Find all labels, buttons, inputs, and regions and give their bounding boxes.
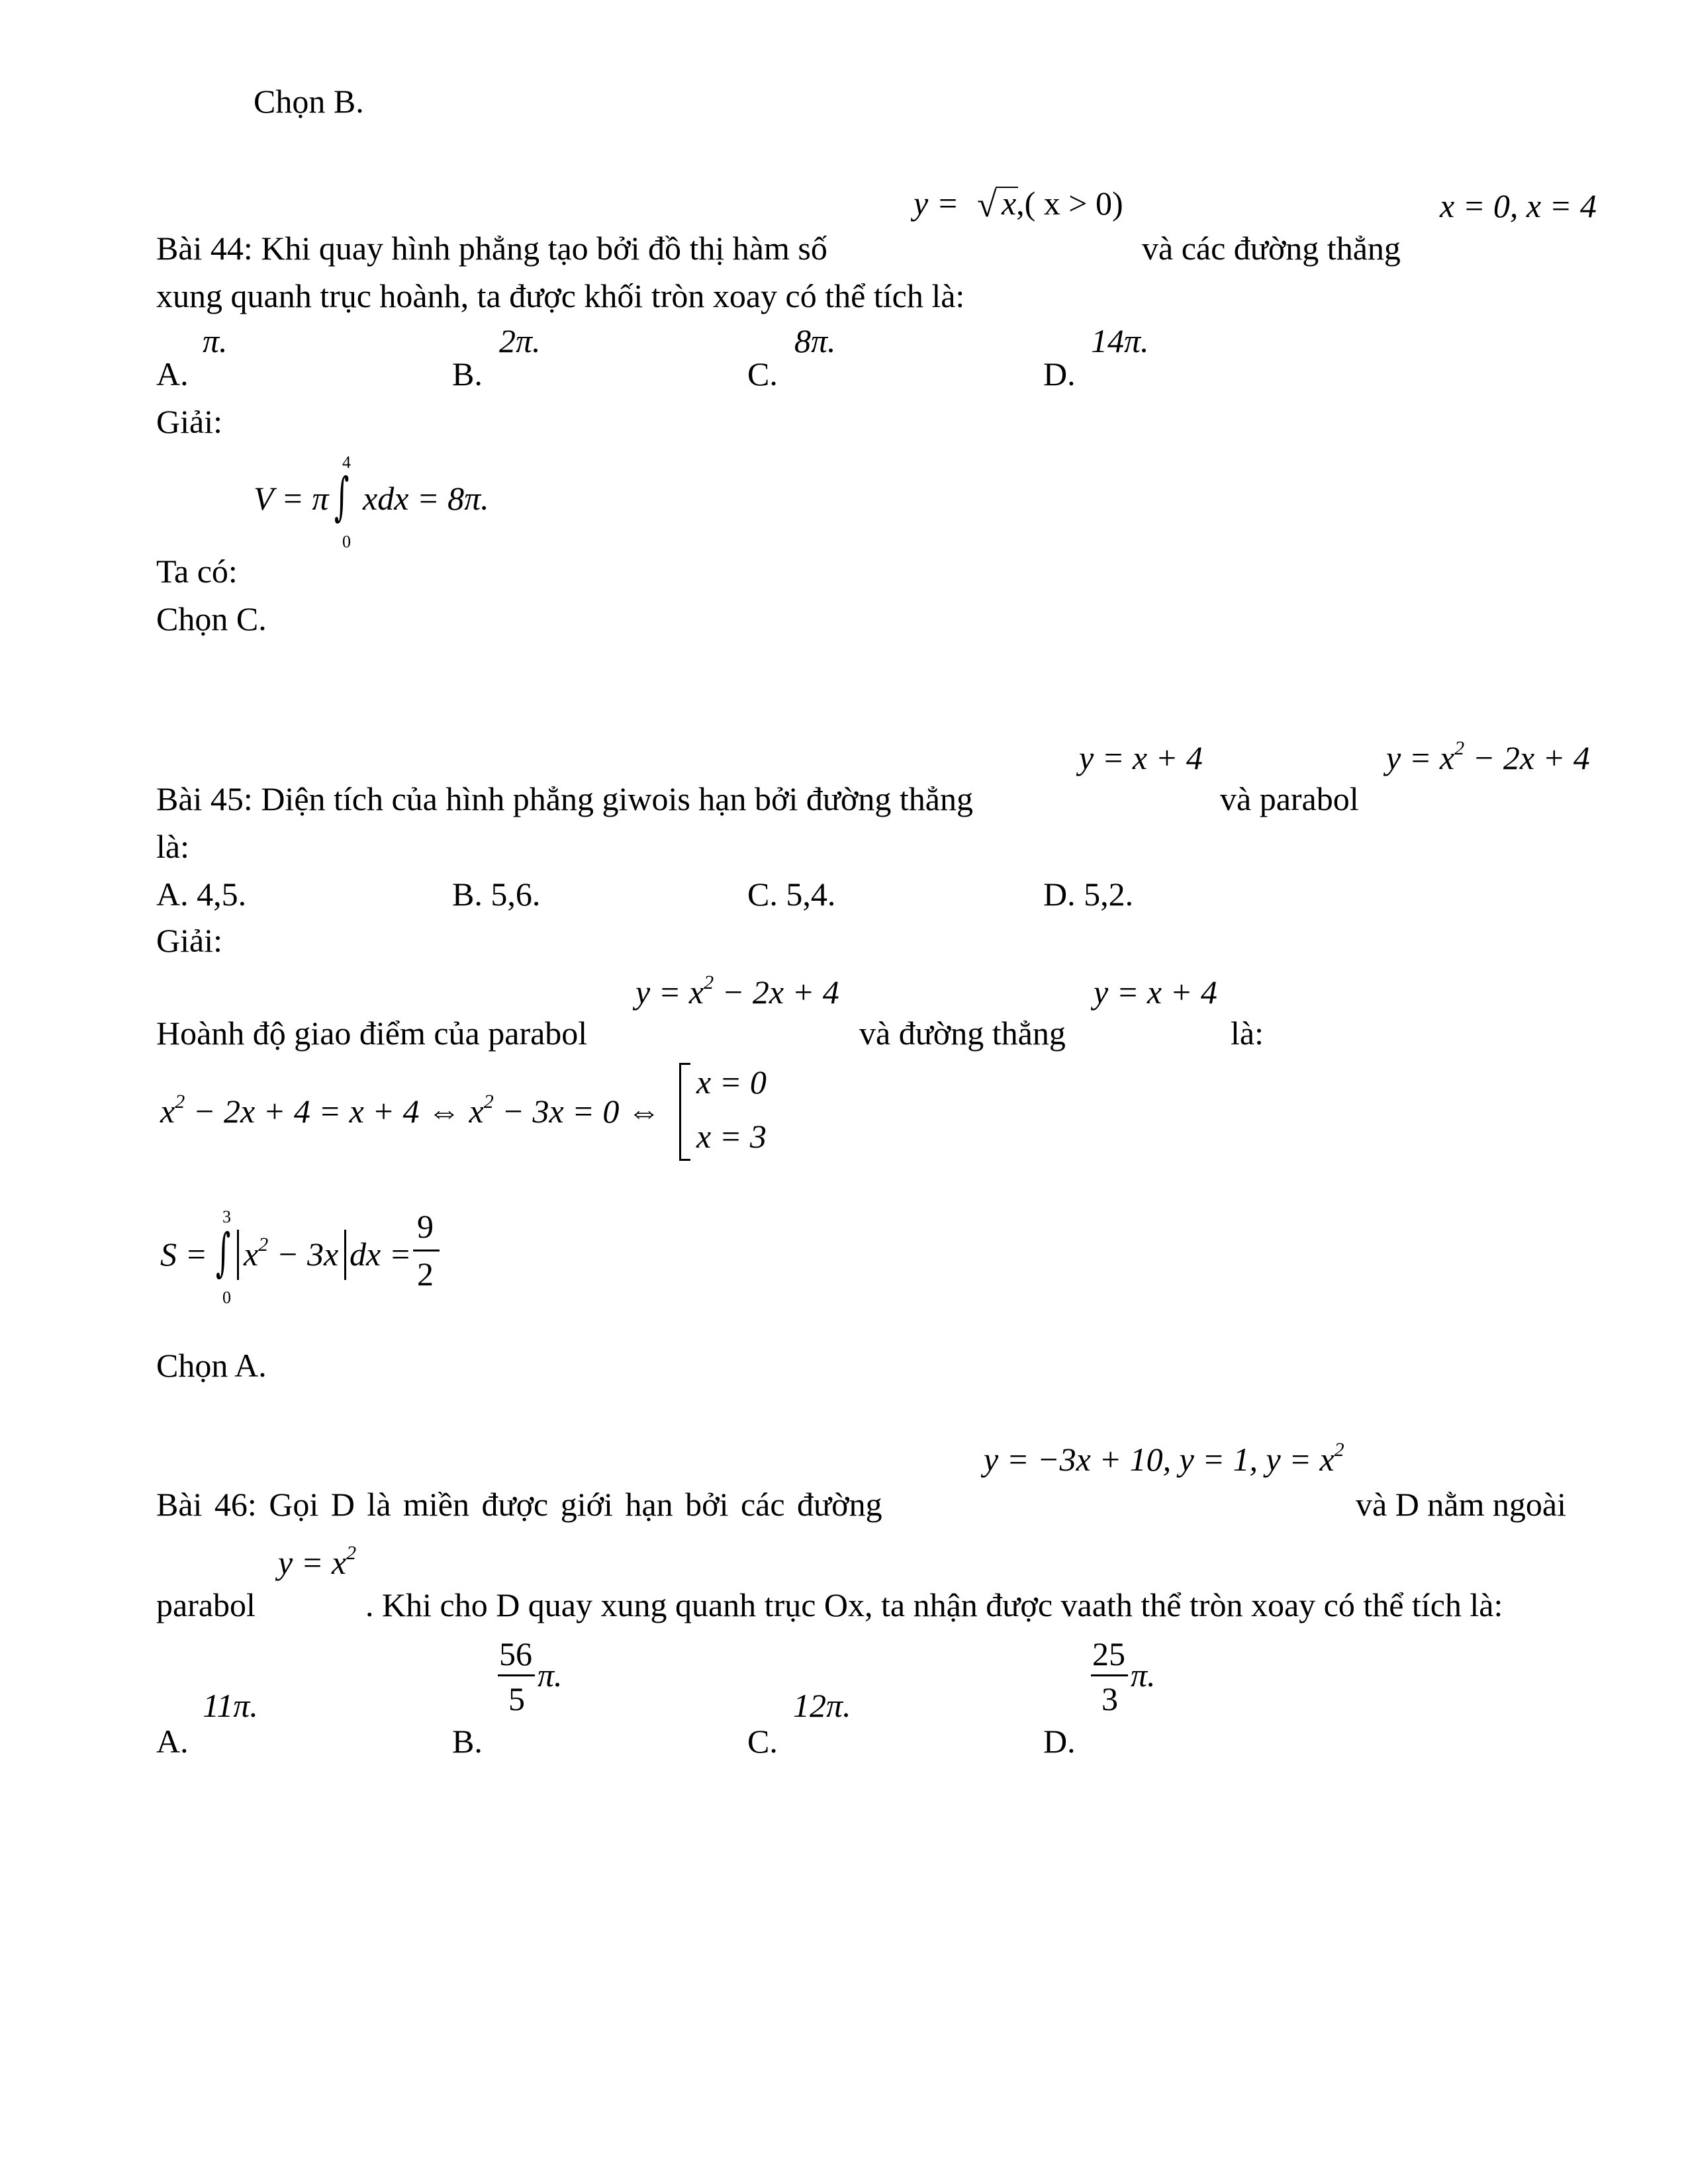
q46-stem-end: và D nằm ngoài (1356, 1486, 1566, 1523)
q46-parabola-eq: $y = x^2$ (278, 1542, 357, 1581)
q45-sol-text-end: là: (1231, 1015, 1264, 1052)
q46-stem: Bài 46: Gọi D là miền được giới hạn bởi các đường (156, 1486, 882, 1523)
q45-stem-line2: là: (156, 828, 189, 865)
fraction-line (1091, 1674, 1128, 1676)
q46-option-c-label: C. (747, 1723, 778, 1760)
q45-equation: $x^2 - 2x + 4 = x + 4$ ⇔ $x^2 - 3x = 0$ ⇔ (160, 1091, 661, 1130)
q44-integral-upper: 4 (342, 453, 351, 472)
q46-curves: y = −3x + 10, y = 1, $y = x^2$ (984, 1439, 1344, 1478)
q45-area-denominator: 2 (417, 1255, 434, 1293)
fraction-line (413, 1250, 440, 1251)
q46-option-a-value: 11π. (203, 1687, 258, 1724)
q46-stem-line2-pre: parabol (156, 1586, 256, 1623)
q44-stem-line2: xung quanh trục hoành, ta được khối tròn xoay có thể tích là: (156, 277, 965, 314)
q44-option-c-value: 8π. (794, 322, 836, 359)
q45-area-numerator: 9 (417, 1208, 434, 1245)
q46-option-b-pi: π. (538, 1657, 563, 1694)
q44-stem: Bài 44: Khi quay hình phẳng tạo bởi đồ thị hàm số (156, 230, 827, 267)
q45-parabola-eq: $y = x^2 - 2x + 4$ (1386, 737, 1590, 776)
q45-sol-parabola-eq: $y = x^2 - 2x + 4$ (635, 972, 839, 1011)
q44-option-a-label: A. (156, 355, 189, 392)
q44-solution-label: Giải: (156, 403, 222, 440)
q45-stem-mid: và parabol (1220, 780, 1359, 817)
q45-root-1: x = 0 (696, 1064, 767, 1101)
system-bracket (679, 1063, 690, 1161)
q44-option-d-label: D. (1043, 355, 1076, 392)
q44-option-b-value: 2π. (499, 322, 541, 359)
q45-area-integrand: $x^2 - 3x$ (244, 1234, 339, 1273)
q46-option-d-label: D. (1043, 1723, 1076, 1760)
previous-answer: Chọn B. (254, 83, 364, 120)
q46-option-d-denominator: 3 (1102, 1680, 1118, 1717)
abs-bar-left (237, 1230, 239, 1280)
integral-sign-icon: ∫ (216, 1223, 231, 1283)
q44-integral-lower: 0 (342, 532, 351, 551)
q44-option-d-value: 14π. (1091, 322, 1149, 359)
q44-integral-lhs: V = π (254, 480, 329, 517)
q45-root-2: x = 3 (696, 1118, 767, 1155)
q45-answer: Chọn A. (156, 1347, 267, 1384)
q46-option-d-numerator: 25 (1092, 1635, 1125, 1672)
q45-area-lhs: S = (160, 1236, 208, 1273)
q44-answer: Chọn C. (156, 600, 267, 637)
fraction-line (498, 1674, 535, 1676)
q46-option-a-label: A. (156, 1723, 189, 1760)
q45-solution-label: Giải: (156, 922, 222, 959)
q44-integral-rhs: xdx = 8π. (363, 480, 489, 517)
q44-option-b-label: B. (452, 355, 483, 392)
q46-option-b-numerator: 56 (499, 1635, 532, 1672)
q44-stem-mid: và các đường thẳng (1142, 230, 1401, 267)
q45-area-upper: 3 (222, 1207, 231, 1226)
q46-option-b-label: B. (452, 1723, 483, 1760)
q46-option-d-pi: π. (1131, 1657, 1156, 1694)
q44-function: y = x,( x > 0) (914, 185, 1123, 222)
q46-option-c-value: 12π. (793, 1687, 851, 1724)
q44-option-a-value: π. (203, 322, 228, 359)
q44-option-c-label: C. (747, 355, 778, 392)
q45-sol-text: Hoành độ giao điểm của parabol (156, 1015, 588, 1052)
q46-option-b-denominator: 5 (508, 1680, 525, 1717)
q45-option-b: B. 5,6. (452, 876, 541, 913)
q45-line-eq: y = x + 4 (1079, 739, 1203, 776)
q45-area-lower: 0 (222, 1288, 231, 1307)
sqrt-bar (996, 187, 1018, 188)
q45-sol-text-mid: và đường thẳng (859, 1015, 1066, 1052)
q45-stem: Bài 45: Diện tích của hình phẳng giwois hạn bởi đường thẳng (156, 780, 973, 817)
q44-lines-eq: x = 0, x = 4 (1440, 187, 1597, 224)
abs-bar-right (344, 1230, 346, 1280)
q45-option-a: A. 4,5. (156, 876, 247, 913)
q46-stem-line2: . Khi cho D quay xung quanh trục Ox, ta nhận được vaath thể tròn xoay có thể tích là: (365, 1586, 1503, 1623)
q44-ta-co: Ta có: (156, 553, 238, 590)
q45-area-dx: dx = (350, 1236, 412, 1273)
q45-sol-line-eq: y = x + 4 (1094, 974, 1217, 1011)
sqrt-sign-icon: √ (977, 185, 997, 224)
q45-option-d: D. 5,2. (1043, 876, 1134, 913)
q45-option-c: C. 5,4. (747, 876, 836, 913)
integral-sign-icon: ∫ (334, 467, 350, 527)
